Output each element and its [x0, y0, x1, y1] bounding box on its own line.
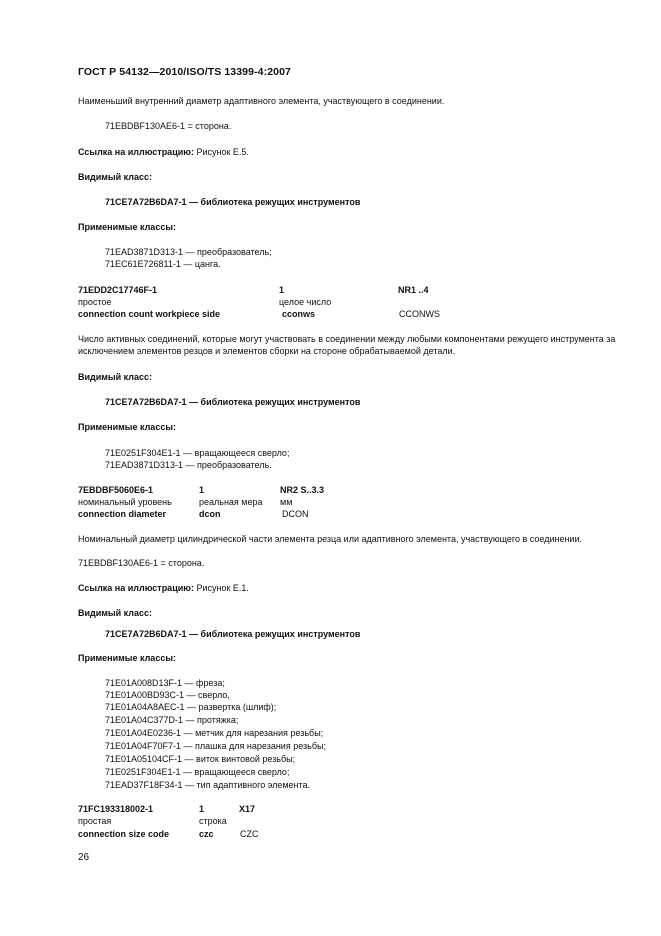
visible-class-label: Видимый класс:: [78, 172, 152, 182]
list-item: 71E01A008D13F-1 — фреза;: [105, 678, 225, 688]
visible-class-value: 71CE7A72B6DA7-1 — библиотека режущих инструментов: [105, 197, 361, 207]
property-datatype: реальная мера: [199, 497, 263, 507]
visible-class-value: 71CE7A72B6DA7-1 — библиотека режущих инструментов: [105, 397, 361, 407]
property-datatype: строка: [199, 816, 227, 826]
side-reference: 71EBDBF130AE6-1 = сторона.: [78, 558, 205, 568]
list-item: 71E01A04A8AEC-1 — развертка (шлиф);: [105, 702, 277, 712]
property-code: 71FC193318002-1: [78, 804, 154, 814]
list-item: 71EAD37F18F34-1 — тип адаптивного элемента.: [105, 780, 311, 790]
illustration-value: Рисунок Е.5.: [193, 147, 249, 157]
property-format: X17: [239, 804, 256, 814]
property-type: простая: [78, 816, 112, 826]
property-code: 71EDD2C17746F-1: [78, 285, 158, 295]
property-short-name: czc: [199, 829, 214, 839]
visible-class-label: Видимый класс:: [78, 372, 152, 382]
property-unit: мм: [280, 497, 293, 507]
property-number: 1: [199, 804, 205, 814]
list-item: 71E01A05104CF-1 — виток винтовой резьбы;: [105, 754, 296, 764]
property-symbol: CCONWS: [399, 309, 440, 319]
property-format: NR2 S..3.3: [280, 485, 325, 495]
side-reference: 71EBDBF130AE6-1 = сторона.: [105, 121, 232, 131]
property-symbol: CZC: [240, 829, 259, 839]
property-short-name: dcon: [199, 509, 221, 519]
list-item: 71EAD3871D313-1 — преобразователь.: [105, 460, 272, 470]
list-item: 71E01A04C377D-1 — протяжка;: [105, 715, 239, 725]
applicable-classes-label: Применимые классы:: [78, 653, 177, 663]
property-number: 1: [199, 485, 205, 495]
illustration-label: Ссылка на иллюстрацию:: [78, 147, 194, 157]
property-name: connection diameter: [78, 509, 167, 519]
description-text: Число активных соединений, которые могут участвовать в соединении между любыми компонентами режущего инструмента за исключением элементов резцов и элементов сборки на стороне обрабатываемой детали.: [78, 334, 616, 356]
illustration-reference: [78, 146, 249, 158]
list-item: 71E01A00BD93C-1 — сверло,: [105, 690, 230, 700]
illustration-reference: [78, 582, 249, 594]
property-name: connection count workpiece side: [78, 309, 221, 319]
property-datatype: целое число: [279, 297, 332, 307]
visible-class-value: 71CE7A72B6DA7-1 — библиотека режущих инструментов: [105, 629, 361, 639]
property-type: номинальный уровень: [78, 497, 172, 507]
property-symbol: DCON: [282, 509, 309, 519]
list-item: 71E01A04E0236-1 — метчик для нарезания резьбы;: [105, 728, 324, 738]
description-text: Наименьший внутренний диаметр адаптивного элемента, участвующего в соединении.: [78, 96, 445, 106]
description-text: Номинальный диаметр цилиндрической части элемента резца или адаптивного элемента, участвующего в соединении.: [78, 534, 582, 544]
property-name: connection size code: [78, 829, 170, 839]
list-item: 71E0251F304E1-1 — вращающееся сверло;: [105, 767, 290, 777]
property-short-name: cconws: [282, 309, 316, 319]
property-code: 7EBDBF5060E6-1: [78, 485, 154, 495]
illustration-label: Ссылка на иллюстрацию:: [78, 583, 194, 593]
visible-class-label: Видимый класс:: [78, 608, 152, 618]
property-type: простое: [78, 297, 112, 307]
page-number: 26: [78, 852, 90, 863]
list-item: 71EAD3871D313-1 — преобразователь;: [105, 247, 272, 257]
list-item: 71E0251F304E1-1 — вращающееся сверло;: [105, 448, 290, 458]
property-number: 1: [279, 285, 285, 295]
illustration-value: Рисунок Е.1.: [193, 583, 249, 593]
property-format: NR1 ..4: [398, 285, 429, 295]
applicable-classes-label: Применимые классы:: [78, 222, 177, 232]
list-item: 71EC61E726811-1 — цанга.: [105, 259, 221, 269]
page-title: ГОСТ Р 54132—2010/ISO/TS 13399-4:2007: [78, 66, 291, 78]
list-item: 71E01A04F70F7-1 — плашка для нарезания резьбы;: [105, 741, 326, 751]
applicable-classes-label: Применимые классы:: [78, 422, 177, 432]
